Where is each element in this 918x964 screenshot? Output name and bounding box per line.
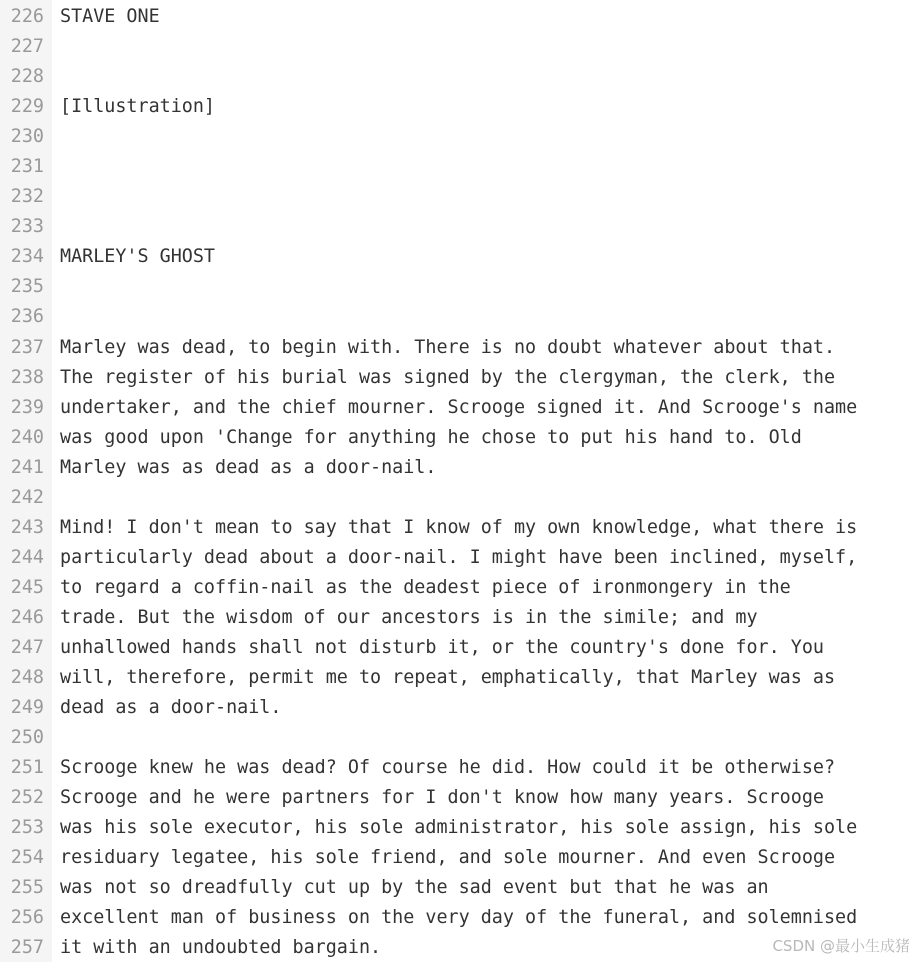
text-line[interactable] xyxy=(60,122,918,152)
text-line[interactable]: residuary legatee, his sole friend, and sole mourner. And even Scrooge xyxy=(60,847,836,869)
csdn-watermark: CSDN @最小生成猪 xyxy=(772,937,910,955)
text-line[interactable]: to regard a coffin-nail as the deadest piece of ironmongery in the xyxy=(60,576,791,598)
line-number: 231 xyxy=(10,156,44,178)
line-number: 250 xyxy=(10,727,44,749)
line-number: 235 xyxy=(10,276,44,298)
line-number: 228 xyxy=(10,66,44,88)
text-line[interactable] xyxy=(60,723,918,753)
text-line[interactable] xyxy=(60,182,918,212)
line-number: 239 xyxy=(10,396,44,418)
line-number: 232 xyxy=(10,186,44,208)
line-number: 254 xyxy=(10,847,44,869)
text-line[interactable]: The register of his burial was signed by the clergyman, the clerk, the xyxy=(60,366,836,388)
line-number: 246 xyxy=(10,606,44,628)
text-line[interactable]: was his sole executor, his sole administrator, his sole assign, his sole xyxy=(60,817,858,839)
line-number: 257 xyxy=(10,937,44,959)
text-line[interactable]: Scrooge knew he was dead? Of course he did. How could it be otherwise? xyxy=(60,757,836,779)
text-line[interactable]: Scrooge and he were partners for I don't know how many years. Scrooge xyxy=(60,787,824,809)
text-line[interactable]: Marley was dead, to begin with. There is no doubt whatever about that. xyxy=(60,336,836,358)
text-line[interactable] xyxy=(60,302,918,332)
line-number: 236 xyxy=(10,306,44,328)
line-number: 230 xyxy=(10,126,44,148)
line-number: 229 xyxy=(10,96,44,118)
text-line[interactable]: MARLEY'S GHOST xyxy=(60,246,216,268)
line-number: 255 xyxy=(10,877,44,899)
text-line[interactable] xyxy=(60,62,918,92)
text-line[interactable]: will, therefore, permit me to repeat, emphatically, that Marley was as xyxy=(60,667,836,689)
line-number: 243 xyxy=(10,516,44,538)
text-line[interactable] xyxy=(60,272,918,302)
line-number: 244 xyxy=(10,546,44,568)
line-number: 227 xyxy=(10,36,44,58)
text-line[interactable]: undertaker, and the chief mourner. Scrooge signed it. And Scrooge's name xyxy=(60,396,858,418)
line-number: 248 xyxy=(10,667,44,689)
text-line[interactable]: Mind! I don't mean to say that I know of my own knowledge, what there is xyxy=(60,516,858,538)
text-line[interactable]: excellent man of business on the very day of the funeral, and solemnised xyxy=(60,907,858,929)
text-line[interactable]: STAVE ONE xyxy=(60,6,160,27)
line-number: 245 xyxy=(10,576,44,598)
text-line[interactable] xyxy=(60,483,918,513)
text-line[interactable]: particularly dead about a door-nail. I might have been inclined, myself, xyxy=(60,546,858,568)
line-number: 249 xyxy=(10,697,44,719)
text-content-area[interactable] xyxy=(52,0,918,962)
line-number: 252 xyxy=(10,787,44,809)
text-line[interactable]: dead as a door-nail. xyxy=(60,697,282,719)
text-line[interactable]: unhallowed hands shall not disturb it, or the country's done for. You xyxy=(60,636,824,658)
line-number: 241 xyxy=(10,456,44,478)
text-line[interactable] xyxy=(60,152,918,182)
text-line[interactable]: was not so dreadfully cut up by the sad event but that he was an xyxy=(60,877,769,899)
line-number: 242 xyxy=(10,486,44,508)
line-number: 240 xyxy=(10,426,44,448)
line-number: 253 xyxy=(10,817,44,839)
line-number: 238 xyxy=(10,366,44,388)
text-line[interactable]: trade. But the wisdom of our ancestors is in the simile; and my xyxy=(60,606,758,628)
line-number: 237 xyxy=(10,336,44,358)
line-number: 251 xyxy=(10,757,44,779)
text-line[interactable]: Marley was as dead as a door-nail. xyxy=(60,456,437,478)
text-line[interactable]: [Illustration] xyxy=(60,96,216,118)
line-number: 256 xyxy=(10,907,44,929)
line-number-gutter xyxy=(0,0,52,962)
line-number: 247 xyxy=(10,636,44,658)
line-number: 234 xyxy=(10,246,44,268)
text-line[interactable]: it with an undoubted bargain. xyxy=(60,937,382,959)
text-line[interactable] xyxy=(60,212,918,242)
text-line[interactable] xyxy=(60,32,918,62)
line-number: 233 xyxy=(10,216,44,238)
line-number: 226 xyxy=(10,6,44,27)
text-line[interactable]: was good upon 'Change for anything he chose to put his hand to. Old xyxy=(60,426,802,448)
